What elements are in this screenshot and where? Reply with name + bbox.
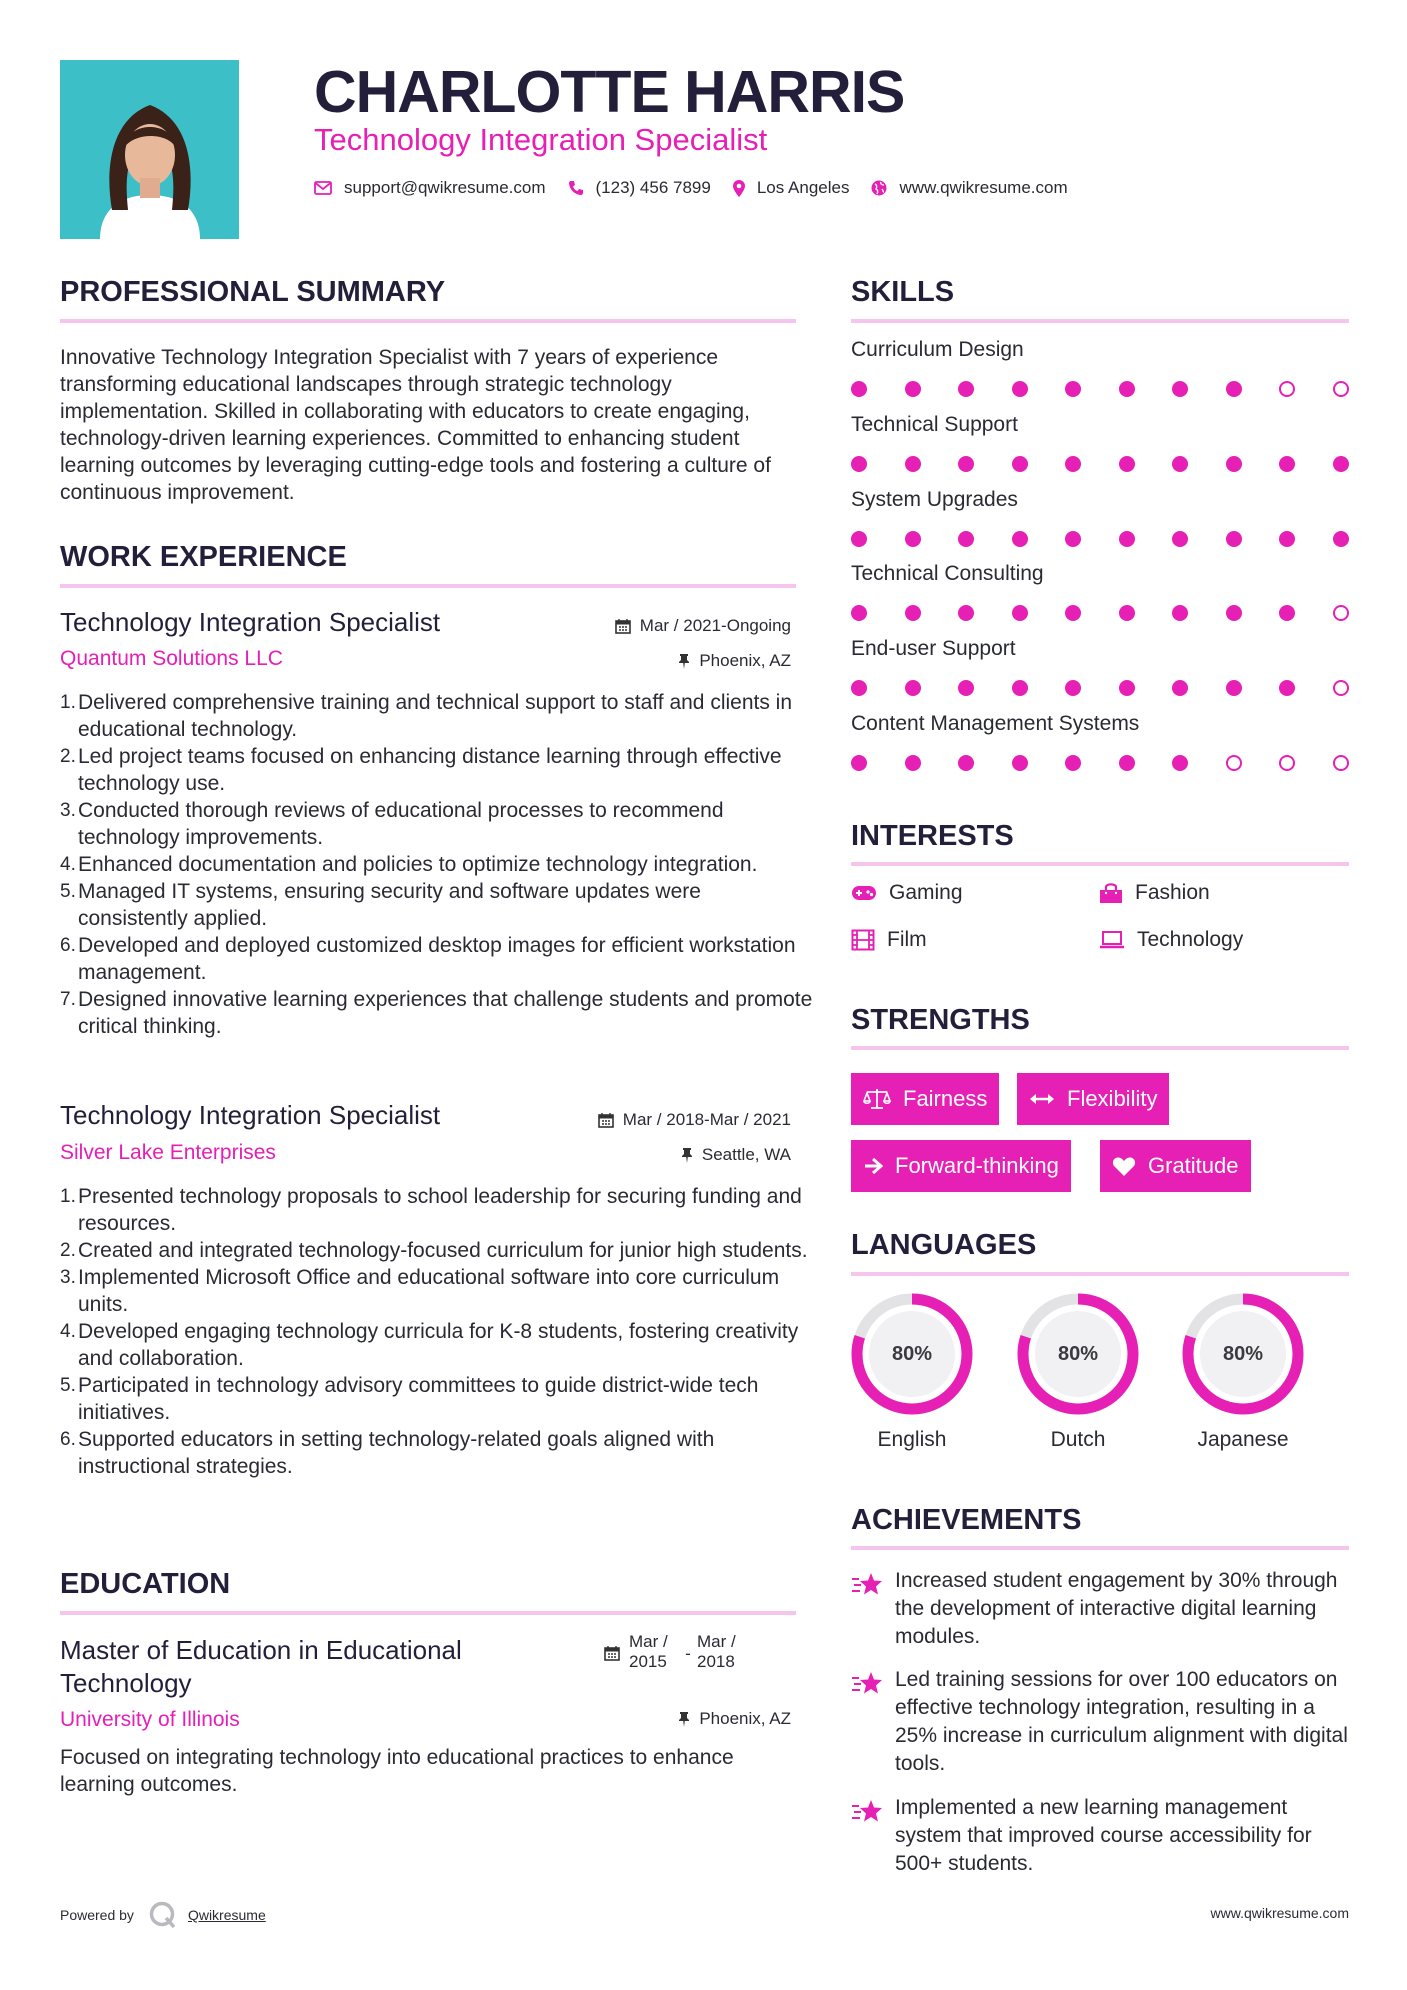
- list-item: Led project teams focused on enhancing distance learning through effective technology use.: [78, 745, 782, 795]
- laptop-icon: [1099, 930, 1125, 950]
- skills-rule: [851, 319, 1349, 323]
- list-item: Presented technology proposals to school leadership for securing funding and resources.: [78, 1185, 802, 1235]
- job-bullets-2: [60, 1183, 814, 1480]
- rating-dot-filled: [958, 605, 974, 621]
- website-text: www.qwikresume.com: [899, 178, 1068, 197]
- job-dates-text-2: Mar / 2018-Mar / 2021: [622, 1110, 791, 1129]
- achievements-rule: [851, 1546, 1349, 1550]
- skill-rating: [851, 605, 1349, 621]
- contact-website[interactable]: [871, 178, 1067, 198]
- phone-text: (123) 456 7899: [595, 178, 711, 197]
- rating-dot-empty: [1333, 381, 1349, 397]
- rating-dot-filled: [905, 755, 921, 771]
- skill-name: System Upgrades: [851, 488, 1018, 511]
- language-percent: 80%: [1057, 1342, 1099, 1365]
- education-description: Focused on integrating technology into educational practices to enhance learning outcomes.: [60, 1746, 734, 1796]
- interests-rule: [851, 862, 1349, 866]
- list-item: Participated in technology advisory committees to guide district-wide tech initiatives.: [78, 1374, 759, 1424]
- footer-powered-by: [60, 1900, 266, 1930]
- education-location: [678, 1709, 791, 1729]
- rating-dot-empty: [1333, 605, 1349, 621]
- interest-technology: [1099, 928, 1243, 952]
- footer-url[interactable]: www.qwikresume.com: [1210, 1905, 1349, 1921]
- achievement-item-2: [851, 1666, 1351, 1778]
- interest-label: Film: [887, 928, 927, 951]
- shooting-star-icon: [851, 1669, 885, 1697]
- language-name: English: [877, 1428, 947, 1451]
- job-company-1: Quantum Solutions LLC: [60, 647, 283, 670]
- strength-flexibility: [1017, 1073, 1169, 1125]
- languages-rule: [851, 1272, 1349, 1276]
- interests-heading: INTERESTS: [851, 820, 1014, 852]
- rating-dot-filled: [1119, 755, 1135, 771]
- phone-icon: [568, 180, 584, 196]
- rating-dot-empty: [1279, 381, 1295, 397]
- rating-dot-filled: [1172, 605, 1188, 621]
- strength-label: Fairness: [903, 1086, 988, 1111]
- arrows-h-icon: [1029, 1092, 1055, 1106]
- rating-dot-filled: [958, 381, 974, 397]
- rating-dot-empty: [1333, 680, 1349, 696]
- list-item: Delivered comprehensive training and technical support to staff and clients in educational technology.: [78, 691, 793, 741]
- powered-by-text: Powered by: [60, 1907, 134, 1923]
- rating-dot-filled: [1012, 531, 1028, 547]
- skills-heading: SKILLS: [851, 276, 955, 308]
- list-item: Enhanced documentation and policies to optimize technology integration.: [78, 853, 758, 876]
- rating-dot-filled: [958, 456, 974, 472]
- summary-heading: PROFESSIONAL SUMMARY: [60, 276, 446, 308]
- education-end: Mar / 2018: [697, 1632, 736, 1671]
- location-text: Los Angeles: [756, 178, 850, 197]
- rating-dot-empty: [1333, 755, 1349, 771]
- skill-name: Curriculum Design: [851, 338, 1024, 361]
- rating-dot-filled: [1279, 531, 1295, 547]
- skill-rating: [851, 680, 1349, 696]
- job-title-2: Technology Integration Specialist: [60, 1100, 441, 1130]
- rating-dot-filled: [1172, 381, 1188, 397]
- strengths-rule: [851, 1046, 1349, 1050]
- pushpin-icon: [678, 1711, 690, 1727]
- rating-dot-filled: [1172, 680, 1188, 696]
- strength-label: Flexibility: [1067, 1086, 1158, 1111]
- rating-dot-filled: [1065, 456, 1081, 472]
- rating-dot-filled: [851, 755, 867, 771]
- contact-email[interactable]: [314, 178, 546, 198]
- rating-dot-filled: [1065, 531, 1081, 547]
- rating-dot-filled: [1119, 531, 1135, 547]
- job-bullets-1: [60, 689, 814, 1040]
- rating-dot-filled: [1279, 605, 1295, 621]
- rating-dot-filled: [1226, 531, 1242, 547]
- achievements-heading: ACHIEVEMENTS: [851, 1504, 1082, 1536]
- calendar-icon: [598, 1112, 614, 1128]
- job-title-1: Technology Integration Specialist: [60, 607, 441, 637]
- skill-row: [851, 637, 1349, 696]
- job-dates-2: [598, 1110, 791, 1130]
- list-item: Supported educators in setting technology-related goals aligned with instructional strategies.: [78, 1428, 715, 1478]
- rating-dot-filled: [1333, 456, 1349, 472]
- school-name: University of Illinois: [60, 1708, 240, 1731]
- candidate-title: Technology Integration Specialist: [314, 122, 768, 157]
- interest-label: Technology: [1137, 928, 1244, 951]
- interest-label: Fashion: [1135, 881, 1210, 904]
- candidate-name: CHARLOTTE HARRIS: [314, 59, 905, 125]
- shopping-bag-icon: [1099, 882, 1123, 904]
- rating-dot-filled: [1119, 605, 1135, 621]
- profile-photo: [60, 60, 239, 239]
- skill-row: [851, 712, 1349, 771]
- qwikresume-logo-icon: [148, 1900, 178, 1930]
- rating-dot-filled: [958, 531, 974, 547]
- strength-label: Forward-thinking: [895, 1153, 1059, 1178]
- skill-name: End-user Support: [851, 637, 1016, 660]
- shooting-star-icon: [851, 1570, 885, 1598]
- rating-dot-filled: [1012, 680, 1028, 696]
- achievement-text: Increased student engagement by 30% through the development of interactive digital learning modules.: [895, 1569, 1338, 1648]
- skill-name: Technical Consulting: [851, 562, 1044, 585]
- map-marker-icon: [733, 180, 745, 197]
- rating-dot-filled: [1333, 531, 1349, 547]
- skill-row: [851, 338, 1349, 397]
- calendar-icon: [615, 618, 631, 634]
- job-dates-1: [615, 616, 791, 636]
- language-item: [850, 1292, 974, 1452]
- interest-fashion: [1099, 881, 1210, 905]
- contact-location: [733, 178, 850, 198]
- education-heading: EDUCATION: [60, 1568, 231, 1600]
- language-name: Japanese: [1197, 1428, 1289, 1451]
- rating-dot-filled: [1226, 381, 1242, 397]
- rating-dot-filled: [1012, 605, 1028, 621]
- education-dates: [604, 1632, 747, 1672]
- language-percent: 80%: [1222, 1342, 1264, 1365]
- job-location-2: [681, 1145, 791, 1165]
- achievement-text: Led training sessions for over 100 educators on effective technology integration, resulting in a 25% increase in curriculum alignment with digital tools.: [895, 1668, 1348, 1775]
- rating-dot-filled: [851, 381, 867, 397]
- rating-dot-filled: [905, 605, 921, 621]
- rating-dot-filled: [1172, 456, 1188, 472]
- strength-forward-thinking: [851, 1140, 1071, 1192]
- achievement-text: Implemented a new learning management system that improved course accessibility for 500+ students.: [895, 1796, 1312, 1875]
- job-company-2: Silver Lake Enterprises: [60, 1141, 276, 1164]
- rating-dot-filled: [1226, 605, 1242, 621]
- rating-dot-filled: [1065, 381, 1081, 397]
- rating-dot-filled: [1226, 680, 1242, 696]
- skill-row: [851, 488, 1349, 547]
- language-ring: [850, 1292, 974, 1416]
- language-ring: [1016, 1292, 1140, 1416]
- skill-rating: [851, 755, 1349, 771]
- summary-rule: [60, 319, 796, 323]
- heart-icon: [1112, 1156, 1136, 1177]
- rating-dot-filled: [1172, 531, 1188, 547]
- envelope-icon: [314, 181, 332, 195]
- arrow-right-icon: [863, 1157, 883, 1175]
- rating-dot-filled: [905, 680, 921, 696]
- list-item: Implemented Microsoft Office and educational software into core curriculum units.: [78, 1266, 780, 1316]
- rating-dot-filled: [851, 605, 867, 621]
- skill-name: Content Management Systems: [851, 712, 1140, 735]
- skill-rating: [851, 531, 1349, 547]
- rating-dot-filled: [905, 381, 921, 397]
- rating-dot-filled: [1012, 381, 1028, 397]
- education-rule: [60, 1611, 796, 1615]
- rating-dot-filled: [1172, 755, 1188, 771]
- rating-dot-filled: [1065, 755, 1081, 771]
- calendar-icon: [604, 1645, 620, 1661]
- strength-gratitude: [1100, 1140, 1251, 1192]
- skill-row: [851, 562, 1349, 621]
- rating-dot-filled: [851, 456, 867, 472]
- rating-dot-filled: [905, 531, 921, 547]
- language-percent: 80%: [891, 1342, 933, 1365]
- job-location-text-2: Seattle, WA: [701, 1145, 791, 1164]
- skill-rating: [851, 381, 1349, 397]
- rating-dot-filled: [851, 531, 867, 547]
- job-dates-text-1: Mar / 2021-Ongoing: [639, 616, 791, 635]
- rating-dot-empty: [1226, 755, 1242, 771]
- summary-text: Innovative Technology Integration Specialist with 7 years of experience transforming educational landscapes through strategic technology implementation. Skilled in collaborating with educators to create engaging, technology-driven learning experiences. Committed to enhancing student learning outcomes by leveraging cutting-edge tools and fostering a culture of continuous improvement.: [60, 346, 771, 504]
- pushpin-icon: [678, 653, 690, 669]
- experience-heading: WORK EXPERIENCE: [60, 541, 347, 573]
- job-location-text-1: Phoenix, AZ: [699, 651, 791, 670]
- strength-label: Gratitude: [1148, 1153, 1239, 1178]
- language-name: Dutch: [1050, 1428, 1106, 1451]
- shooting-star-icon: [851, 1797, 885, 1825]
- strengths-heading: STRENGTHS: [851, 1004, 1030, 1036]
- rating-dot-filled: [1119, 381, 1135, 397]
- languages-heading: LANGUAGES: [851, 1229, 1037, 1261]
- interest-gaming: [851, 881, 963, 905]
- interest-label: Gaming: [889, 881, 963, 904]
- education-location-text: Phoenix, AZ: [699, 1709, 791, 1728]
- rating-dot-filled: [1012, 755, 1028, 771]
- qwikresume-link[interactable]: Qwikresume: [187, 1907, 266, 1923]
- email-text: support@qwikresume.com: [344, 178, 546, 197]
- job-location-1: [678, 651, 791, 671]
- language-item: [1181, 1292, 1305, 1452]
- list-item: Developed engaging technology curricula for K-8 students, fostering creativity and collaboration.: [78, 1320, 799, 1370]
- experience-rule: [60, 584, 796, 588]
- interest-film: [851, 928, 927, 952]
- rating-dot-filled: [1279, 680, 1295, 696]
- rating-dot-empty: [1279, 755, 1295, 771]
- education-date-separator: -: [685, 1644, 691, 1663]
- strength-fairness: [851, 1073, 999, 1125]
- contact-phone[interactable]: [568, 178, 711, 198]
- rating-dot-filled: [1065, 605, 1081, 621]
- language-item: [1016, 1292, 1140, 1452]
- film-icon: [851, 929, 875, 951]
- list-item: Conducted thorough reviews of educational processes to recommend technology improvements.: [78, 799, 724, 849]
- balance-scale-icon: [863, 1087, 891, 1111]
- achievement-item-1: [851, 1567, 1351, 1651]
- rating-dot-filled: [1119, 680, 1135, 696]
- rating-dot-filled: [1012, 456, 1028, 472]
- achievement-item-3: [851, 1794, 1351, 1878]
- education-start: Mar / 2015: [629, 1632, 668, 1671]
- list-item: Developed and deployed customized desktop images for efficient workstation management.: [78, 934, 796, 984]
- list-item: Designed innovative learning experiences that challenge students and promote critical thinking.: [78, 988, 813, 1038]
- contact-bar: [314, 178, 1090, 198]
- globe-icon: [871, 180, 887, 196]
- rating-dot-filled: [1119, 456, 1135, 472]
- pushpin-icon: [681, 1147, 693, 1163]
- list-item: Managed IT systems, ensuring security and software updates were consistently applied.: [78, 880, 701, 930]
- skill-name: Technical Support: [851, 413, 1018, 436]
- rating-dot-filled: [905, 456, 921, 472]
- rating-dot-filled: [1065, 680, 1081, 696]
- rating-dot-filled: [958, 680, 974, 696]
- degree-title: Master of Education in Educational Technology: [60, 1635, 462, 1698]
- rating-dot-filled: [1279, 456, 1295, 472]
- rating-dot-filled: [1226, 456, 1242, 472]
- rating-dot-filled: [958, 755, 974, 771]
- list-item: Created and integrated technology-focused curriculum for junior high students.: [78, 1239, 808, 1262]
- language-ring: [1181, 1292, 1305, 1416]
- gamepad-icon: [851, 885, 877, 901]
- rating-dot-filled: [851, 680, 867, 696]
- skill-row: [851, 413, 1349, 472]
- skill-rating: [851, 456, 1349, 472]
